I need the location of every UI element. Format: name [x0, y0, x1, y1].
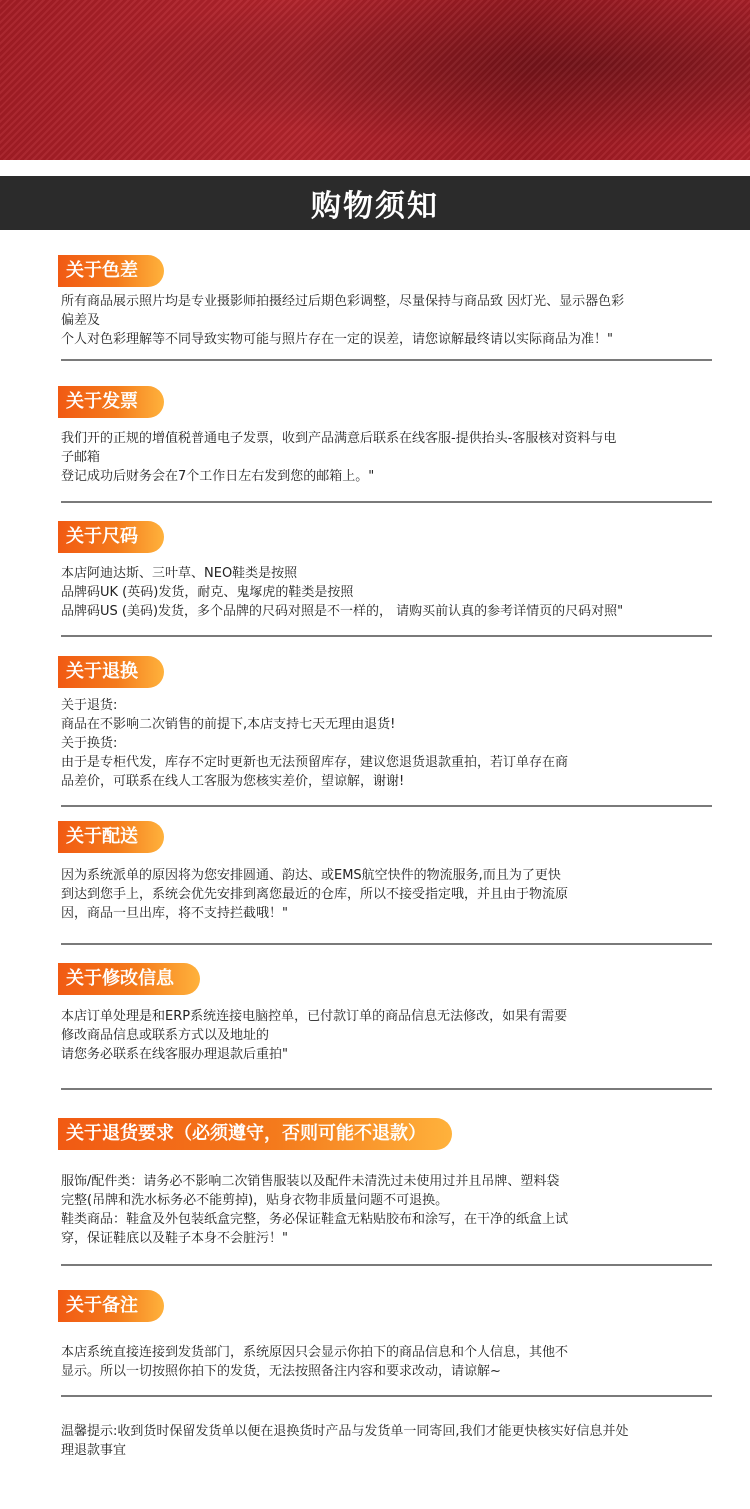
text-line: 到达到您手上，系统会优先安排到离您最近的仓库，所以不接受指定哦，并且由于物流原 — [61, 887, 569, 902]
section-tag: 关于退货要求（必须遵守，否则可能不退款） — [58, 1118, 452, 1150]
section-text — [61, 696, 711, 791]
text-line: 品牌码US (美码)发货，多个品牌的尺码对照是不一样的， 请购买前认真的参考详情页的尺码对照" — [61, 604, 624, 619]
text-line: 因，商品一旦出库，将不支持拦截哦！" — [61, 906, 288, 921]
text-line: 完整(吊牌和洗水标务必不能剪掉)，贴身衣物非质量问题不可退换。 — [61, 1193, 449, 1208]
text-line: 因为系统派单的原因将为您安排圆通、韵达、或EMS航空快件的物流服务,而且为了更快 — [61, 868, 561, 883]
text-line: 本店系统直接连接到发货部门，系统原因只会显示你拍下的商品信息和个人信息，其他不 — [61, 1345, 569, 1360]
section-divider — [61, 943, 712, 945]
footer-reminder — [61, 1422, 711, 1460]
section-text — [61, 429, 711, 486]
text-line: 关于换货: — [61, 736, 118, 751]
section-divider — [61, 501, 712, 503]
title-bar — [0, 176, 750, 230]
text-line: 品牌码UK (英码)发货，耐克、鬼塚虎的鞋类是按照 — [61, 585, 354, 600]
section-tag: 关于备注 — [58, 1290, 164, 1322]
section-divider — [61, 1395, 712, 1397]
text-line: 请您务必联系在线客服办理退款后重拍" — [61, 1047, 288, 1062]
text-line: 品差价，可联系在线人工客服为您核实差价，望谅解，谢谢! — [61, 774, 405, 789]
text-line: 关于退货: — [61, 698, 118, 713]
section-divider — [61, 359, 712, 361]
section-text — [61, 1007, 711, 1064]
fabric-banner-image — [0, 0, 750, 160]
text-line: 本店阿迪达斯、三叶草、NEO鞋类是按照 — [61, 566, 298, 581]
section-text — [61, 564, 711, 621]
section-tag: 关于退换 — [58, 656, 164, 688]
footer-line: 温馨提示:收到货时保留发货单以便在退换货时产品与发货单一同寄回,我们才能更快核实好信息并处 — [61, 1424, 629, 1439]
section-divider — [61, 1088, 712, 1090]
section-text — [61, 1172, 711, 1248]
section-divider — [61, 635, 712, 637]
banner-gap — [0, 160, 750, 176]
text-line: 子邮箱 — [61, 450, 101, 465]
text-line: 我们开的正规的增值税普通电子发票，收到产品满意后联系在线客服-提供抬头-客服核对资料与电 — [61, 431, 617, 446]
section-divider — [61, 1264, 712, 1266]
footer-line: 理退款事宜 — [61, 1443, 127, 1458]
text-line: 修改商品信息或联系方式以及地址的 — [61, 1028, 270, 1043]
section-tag: 关于尺码 — [58, 521, 164, 553]
section-text — [61, 866, 711, 923]
section-text — [61, 1343, 711, 1381]
text-line: 由于是专柜代发，库存不定时更新也无法预留库存，建议您退货退款重拍，若订单存在商 — [61, 755, 569, 770]
section-divider — [61, 805, 712, 807]
text-line: 登记成功后财务会在7个工作日左右发到您的邮箱上。" — [61, 469, 375, 484]
section-tag: 关于发票 — [58, 386, 164, 418]
section-tag: 关于色差 — [58, 255, 164, 287]
text-line: 偏差及 — [61, 313, 101, 328]
section-text — [61, 292, 711, 349]
text-line: 穿，保证鞋底以及鞋子本身不会脏污！" — [61, 1231, 288, 1246]
text-line: 鞋类商品：鞋盒及外包装纸盒完整，务必保证鞋盒无粘贴胶布和涂写，在干净的纸盒上试 — [61, 1212, 569, 1227]
text-line: 所有商品展示照片均是专业摄影师拍摄经过后期色彩调整，尽量保持与商品致 因灯光、显示器色彩 — [61, 294, 625, 309]
text-line: 显示。所以一切按照你拍下的发货，无法按照备注内容和要求改动，请谅解~ — [61, 1364, 501, 1379]
text-line: 个人对色彩理解等不同导致实物可能与照片存在一定的误差，请您谅解最终请以实际商品为准！" — [61, 332, 613, 347]
section-tag: 关于配送 — [58, 821, 164, 853]
section-tag: 关于修改信息 — [58, 963, 200, 995]
text-line: 商品在不影响二次销售的前提下,本店支持七天无理由退货! — [61, 717, 396, 732]
text-line: 本店订单处理是和ERP系统连接电脑控单，已付款订单的商品信息无法修改，如果有需要 — [61, 1009, 568, 1024]
page-title: 购物须知 — [311, 189, 439, 224]
text-line: 服饰/配件类：请务必不影响二次销售服装以及配件未清洗过未使用过并且吊牌、塑料袋 — [61, 1174, 560, 1189]
